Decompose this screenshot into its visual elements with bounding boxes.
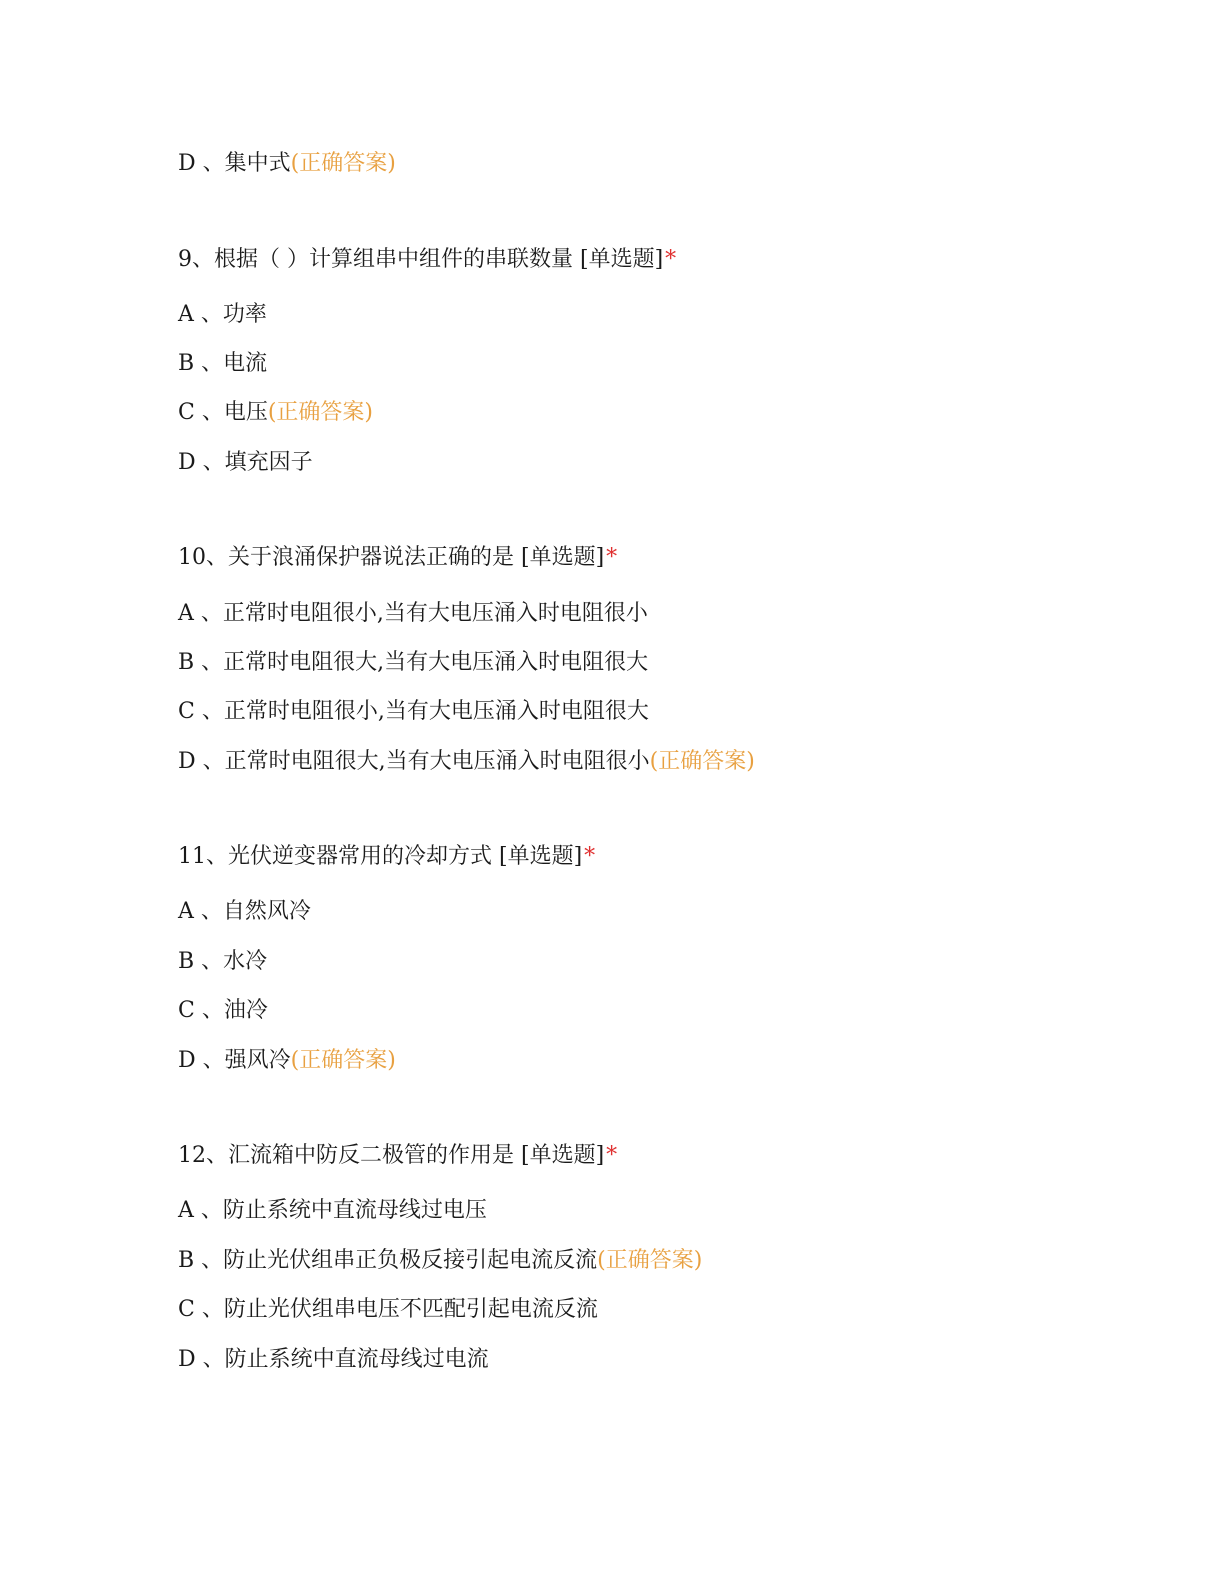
question-title (178, 1141, 617, 1171)
option-text: C 、油冷 (178, 998, 268, 1023)
question-text: 12、汇流箱中防反二极管的作用是 [单选题] (178, 1143, 605, 1168)
option-line (178, 1046, 396, 1076)
option-line (178, 1345, 489, 1375)
question-title (178, 842, 595, 872)
option-text: A 、正常时电阻很小,当有大电压涌入时电阻很小 (178, 601, 648, 626)
option-line (178, 1295, 598, 1325)
option-line (178, 1196, 487, 1226)
option-line (178, 648, 648, 678)
option-text: D 、填充因子 (178, 450, 313, 475)
option-text: C 、正常时电阻很小,当有大电压涌入时电阻很大 (178, 699, 649, 724)
option-line (178, 349, 267, 379)
question-text: 10、关于浪涌保护器说法正确的是 [单选题] (178, 545, 605, 570)
question-text: 9、根据（ ）计算组串中组件的串联数量 [单选题] (178, 247, 664, 272)
question-text: 11、光伏逆变器常用的冷却方式 [单选题] (178, 844, 583, 869)
correct-answer-mark: (正确答案) (290, 151, 396, 176)
required-mark: * (606, 545, 618, 570)
option-line (178, 697, 649, 727)
option-text: C 、防止光伏组串电压不匹配引起电流反流 (178, 1297, 598, 1322)
correct-answer-mark: (正确答案) (290, 1048, 396, 1073)
option-line (178, 747, 755, 777)
option-text: A 、功率 (178, 302, 267, 327)
question-title (178, 543, 617, 573)
option-line (178, 149, 396, 179)
option-text: D 、集中式 (178, 151, 291, 176)
option-text: A 、自然风冷 (178, 899, 311, 924)
correct-answer-mark: (正确答案) (267, 400, 373, 425)
option-line (178, 897, 311, 927)
correct-answer-mark: (正确答案) (597, 1248, 703, 1273)
option-text: D 、强风冷 (178, 1048, 291, 1073)
option-text: B 、正常时电阻很大,当有大电压涌入时电阻很大 (178, 650, 649, 675)
option-line (178, 448, 313, 478)
option-line (178, 599, 648, 629)
required-mark: * (665, 247, 677, 272)
option-line (178, 1246, 702, 1276)
option-line (178, 996, 268, 1026)
option-text: B 、水冷 (178, 949, 268, 974)
question-title (178, 245, 676, 275)
document-page (178, 0, 1158, 1584)
option-text: D 、防止系统中直流母线过电流 (178, 1347, 489, 1372)
option-line (178, 398, 373, 428)
required-mark: * (606, 1143, 618, 1168)
option-text: D 、正常时电阻很大,当有大电压涌入时电阻很小 (178, 749, 650, 774)
required-mark: * (584, 844, 596, 869)
option-line (178, 947, 267, 977)
option-text: B 、防止光伏组串正负极反接引起电流反流 (178, 1248, 598, 1273)
option-text: B 、电流 (178, 351, 268, 376)
correct-answer-mark: (正确答案) (649, 749, 755, 774)
option-text: C 、电压 (178, 400, 268, 425)
option-line (178, 300, 267, 330)
option-text: A 、防止系统中直流母线过电压 (178, 1198, 487, 1223)
